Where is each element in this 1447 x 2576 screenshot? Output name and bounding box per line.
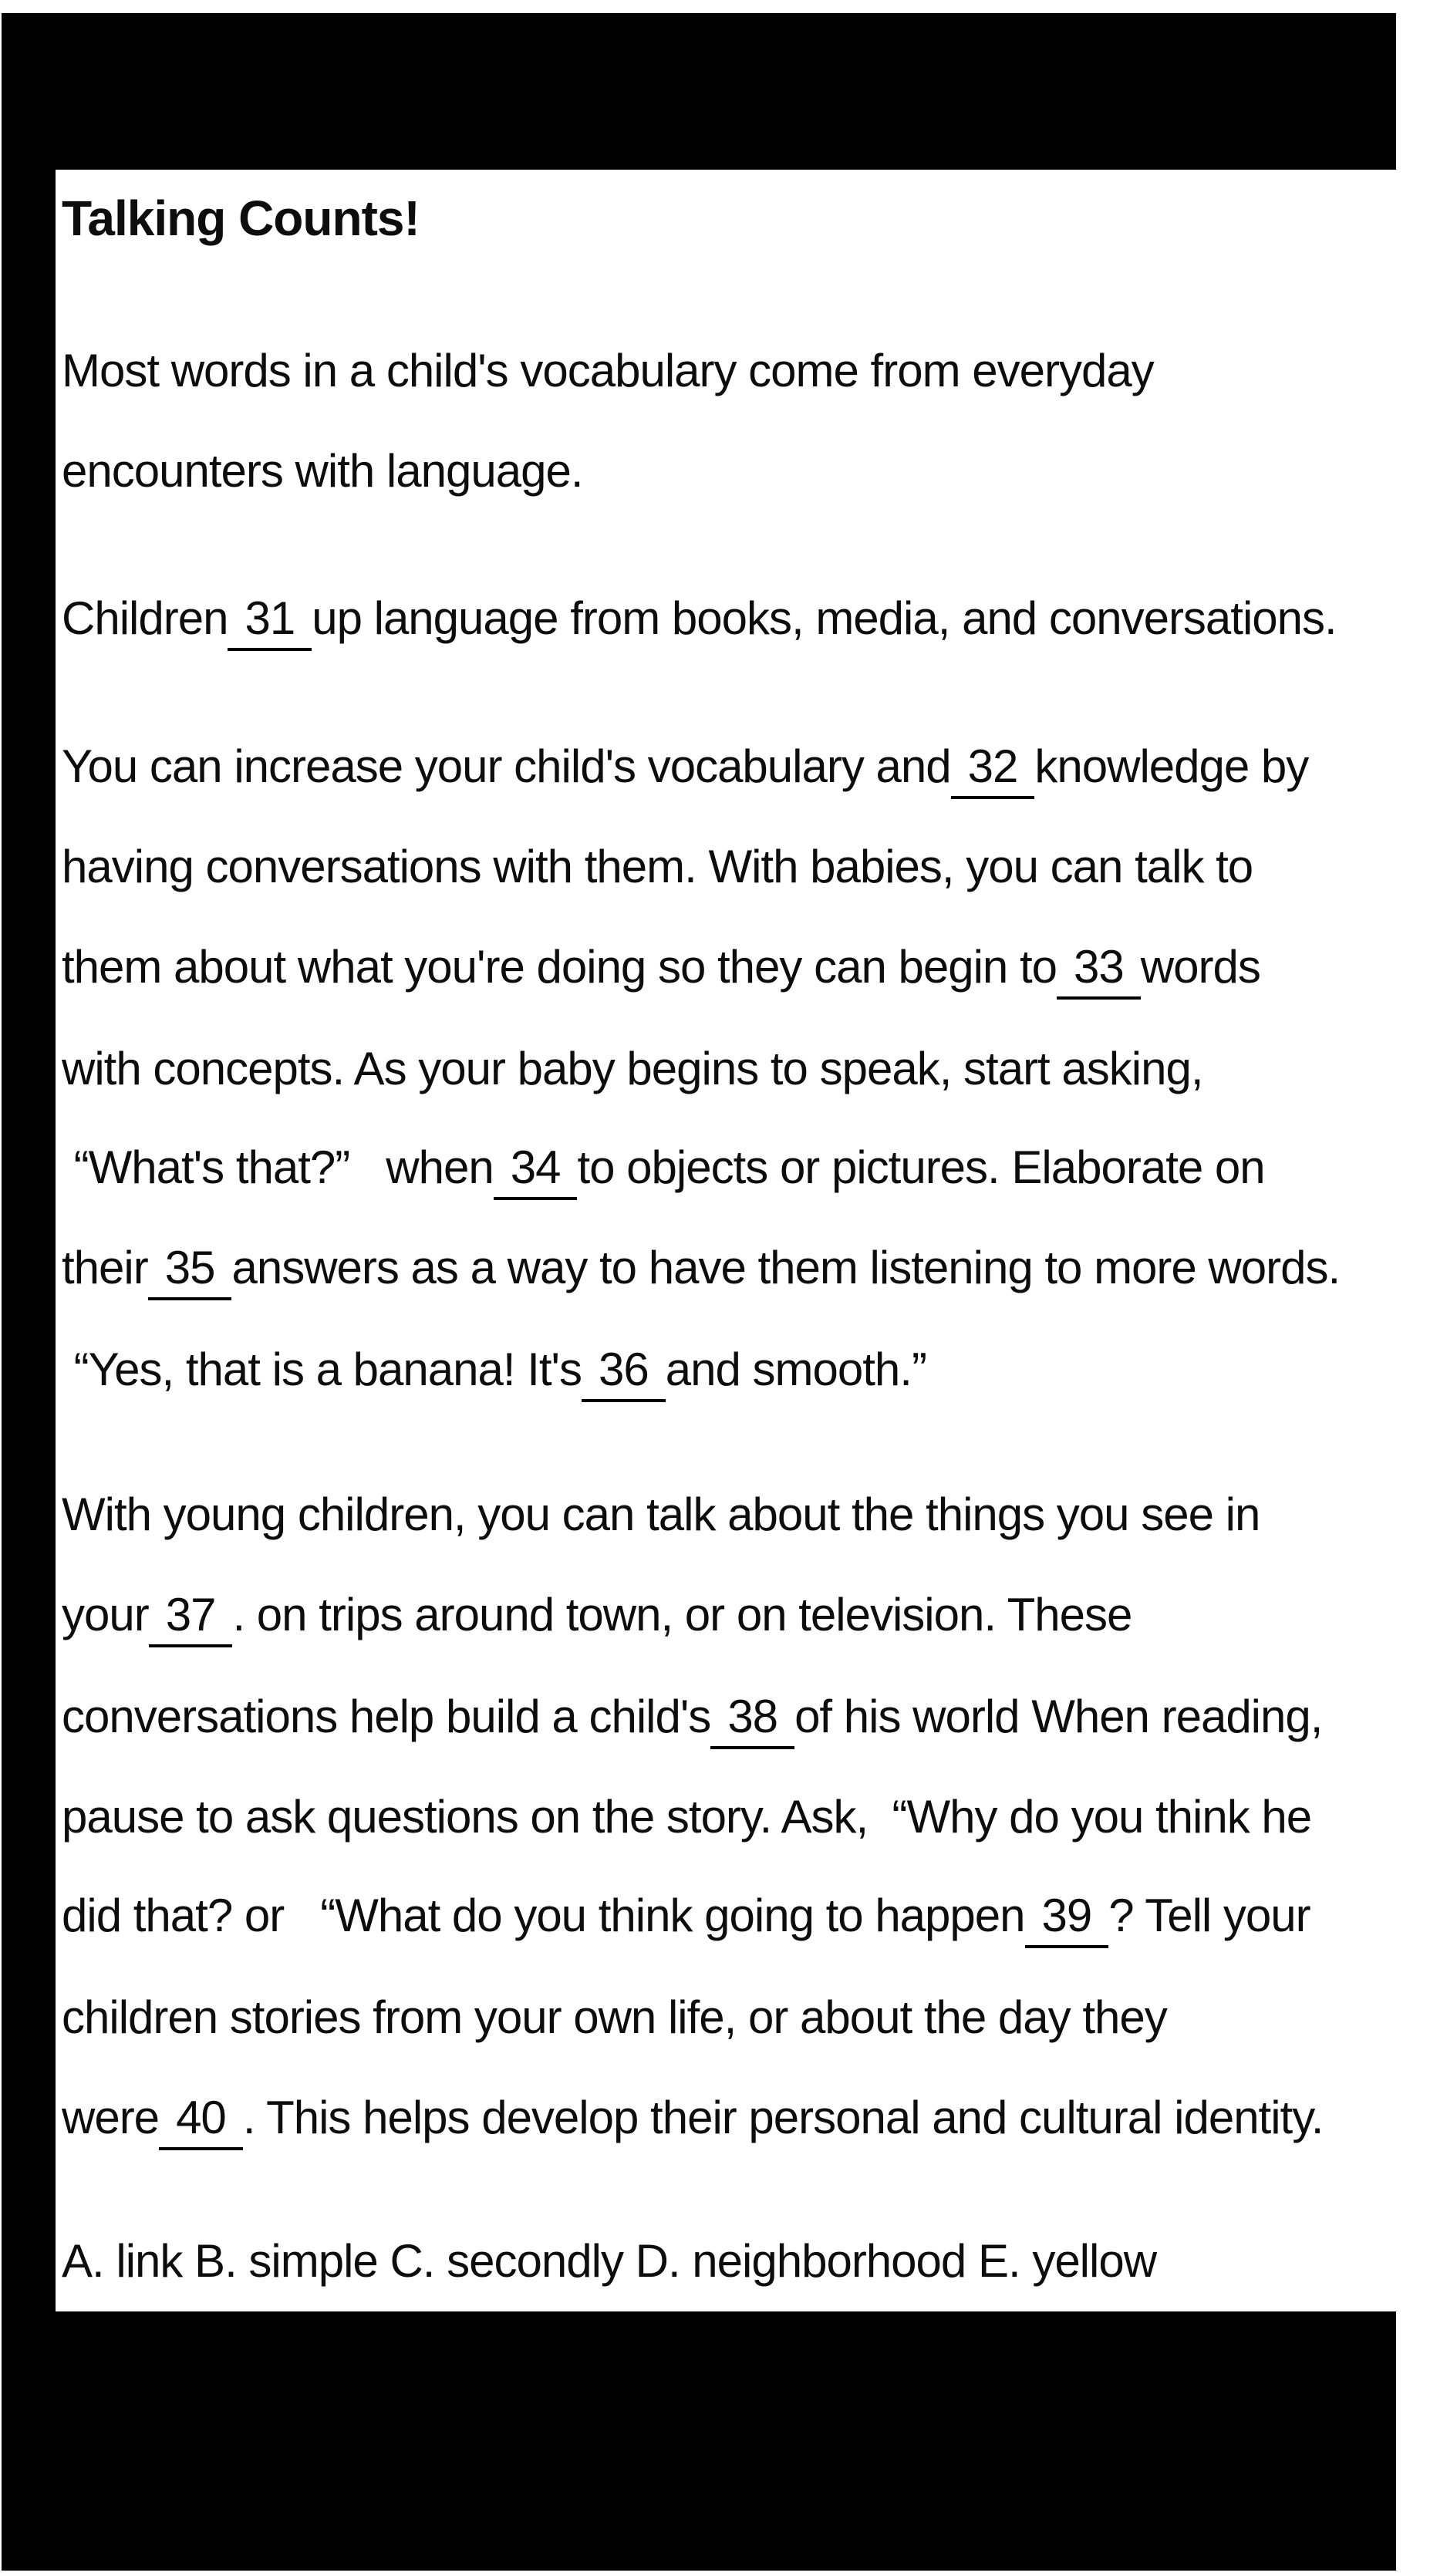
line-children-stories xyxy=(62,1988,1167,2047)
line-children-31 xyxy=(62,589,1337,651)
top-black-band xyxy=(2,13,1396,170)
text-segment: encounters with language. xyxy=(62,445,583,497)
text-segment: A. link B. simple C. secondly D. neighborhood E. yellow xyxy=(62,2235,1157,2287)
line-most-words xyxy=(62,342,1154,400)
text-segment: words xyxy=(1140,941,1260,993)
blank-32: 32 xyxy=(951,737,1035,799)
text-segment: them about what you're doing so they can begin to xyxy=(62,941,1057,993)
text-segment: and smooth.” xyxy=(665,1344,926,1395)
line-encounters xyxy=(62,442,583,501)
line-their-answers xyxy=(62,1239,1340,1300)
text-segment: to objects or pictures. Elaborate on xyxy=(577,1141,1265,1193)
line-did-that xyxy=(62,1886,1310,1948)
text-segment: with concepts. As your baby begins to speak, start asking, xyxy=(62,1043,1203,1094)
line-with-young xyxy=(62,1485,1260,1544)
text-segment: You can increase your child's vocabulary and xyxy=(62,740,951,792)
text-segment: children stories from your own life, or about the day they xyxy=(62,1991,1167,2043)
line-with-concepts xyxy=(62,1040,1203,1098)
blank-37: 37 xyxy=(149,1586,233,1647)
document-title: Talking Counts! xyxy=(62,191,420,246)
text-segment: conversations help build a child's xyxy=(62,1691,711,1742)
blank-31: 31 xyxy=(228,589,312,651)
text-segment: With young children, you can talk about the things you see in xyxy=(62,1489,1260,1540)
text-segment: were xyxy=(62,2092,160,2143)
text-segment: . This helps develop their personal and cultural identity. xyxy=(242,2092,1324,2143)
text-segment: Most words in a child's vocabulary come from everyday xyxy=(62,345,1154,396)
text-segment: of his world When reading, xyxy=(794,1691,1323,1742)
line-conversations-build xyxy=(62,1688,1322,1749)
text-segment: did that? or “What do you think going to happen xyxy=(62,1890,1025,1941)
text-segment: ? Tell your xyxy=(1108,1890,1310,1941)
line-you-can-increase xyxy=(62,737,1308,799)
text-segment: Children xyxy=(62,592,228,644)
text-segment: your xyxy=(62,1589,149,1640)
text-segment: “What's that?” when xyxy=(62,1141,494,1193)
blank-35: 35 xyxy=(148,1239,232,1300)
line-pause-to-ask xyxy=(62,1788,1311,1846)
bottom-black-band xyxy=(2,2311,1396,2571)
blank-33: 33 xyxy=(1057,938,1141,1000)
text-segment: pause to ask questions on the story. Ask, “Why do you think he xyxy=(62,1791,1312,1843)
line-yes-banana xyxy=(62,1340,926,1402)
text-segment: having conversations with them. With babies, you can talk to xyxy=(62,841,1253,892)
blank-36: 36 xyxy=(582,1340,666,1402)
text-segment: . on trips around town, or on television. These xyxy=(232,1589,1132,1640)
line-having-conversations xyxy=(62,838,1253,896)
line-your-37 xyxy=(62,1586,1132,1647)
line-whats-that xyxy=(62,1138,1265,1200)
blank-38: 38 xyxy=(710,1688,794,1749)
left-black-band xyxy=(2,170,56,2311)
blank-39: 39 xyxy=(1025,1886,1109,1948)
text-segment: answers as a way to have them listening to more words. xyxy=(231,1242,1341,1293)
text-segment: their xyxy=(62,1242,148,1293)
text-segment: “Yes, that is a banana! It's xyxy=(62,1344,582,1395)
blank-34: 34 xyxy=(494,1138,578,1200)
text-segment: up language from books, media, and conversations. xyxy=(312,592,1337,644)
line-them-about xyxy=(62,938,1260,1000)
text-segment: knowledge by xyxy=(1034,740,1309,792)
blank-40: 40 xyxy=(159,2089,243,2150)
line-were-40 xyxy=(62,2089,1323,2150)
line-answer-options xyxy=(62,2232,1156,2291)
